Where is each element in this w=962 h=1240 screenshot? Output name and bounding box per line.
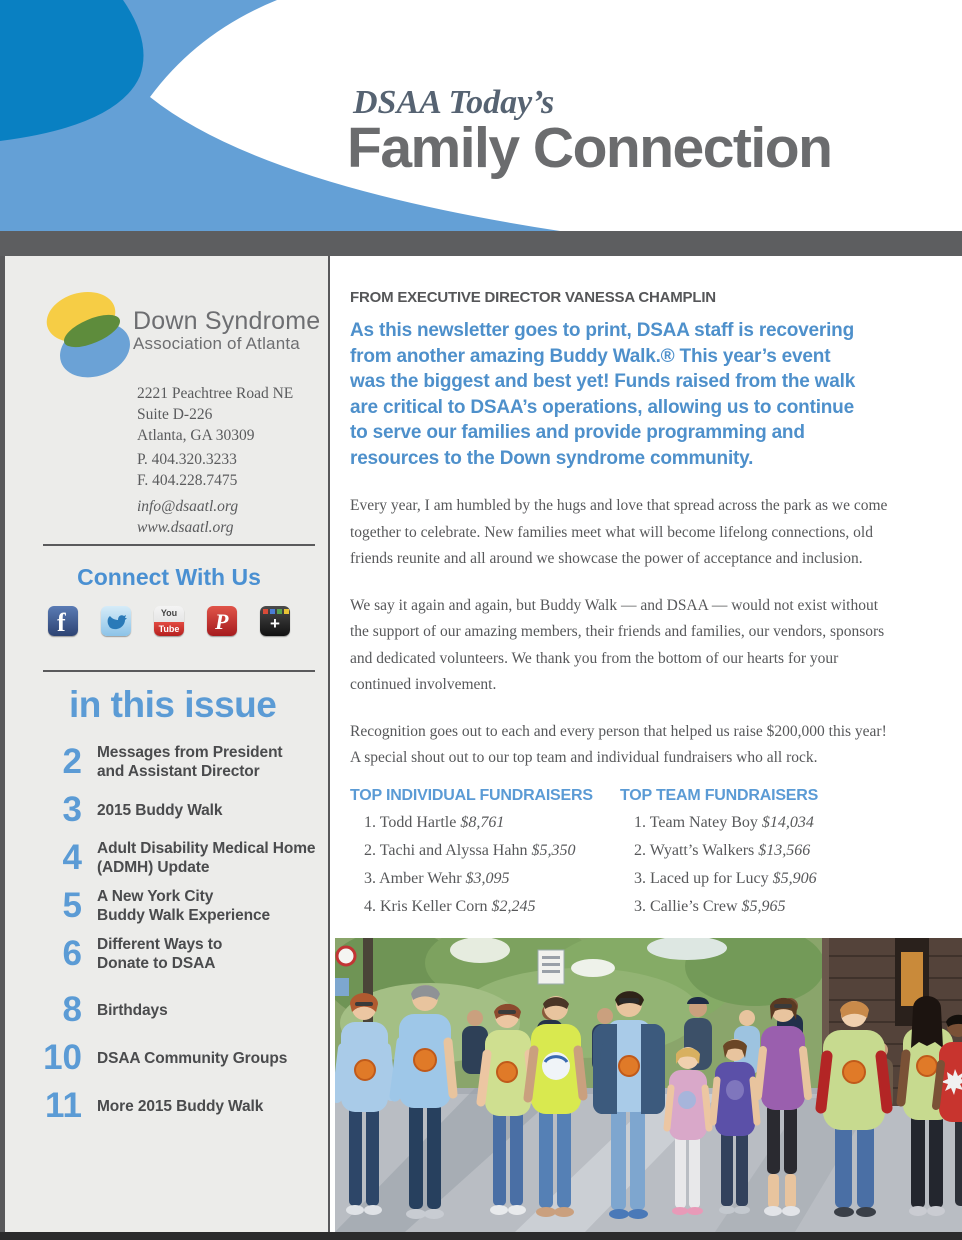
address-line3: Atlanta, GA 30309	[137, 427, 255, 444]
youtube-icon[interactable]: You Tube	[154, 606, 184, 636]
sidebar-divider-2	[43, 670, 315, 672]
sidebar-divider-1	[43, 544, 315, 546]
masthead	[0, 0, 962, 231]
body-paragraph-2: We say it again and again, but Buddy Walk — and DSAA — would not exist without the support of our amazing members, their friends and families, our vendors, sponsors and dedicated volunteers. We thank you from the bottom of our hearts for your continued involvement.	[350, 596, 885, 693]
toc-item-11[interactable]: 11 More 2015 Buddy Walk	[45, 1086, 264, 1125]
individual-fundraisers-title: TOP INDIVIDUAL FUNDRAISERS	[350, 786, 593, 804]
list-item: 4. Kris Keller Corn $2,245	[364, 897, 536, 915]
toc-title: in this issue	[69, 684, 277, 725]
section-heading: FROM EXECUTIVE DIRECTOR VANESSA CHAMPLIN	[350, 289, 716, 306]
org-address	[137, 383, 293, 446]
googleplus-icon[interactable]: +	[260, 606, 290, 636]
toc-item-6[interactable]: 6 Different Ways to Donate to DSAA	[62, 934, 223, 973]
team-fundraisers-title: TOP TEAM FUNDRAISERS	[620, 786, 819, 804]
website-link[interactable]: www.dsaatl.org	[137, 519, 234, 536]
list-item: 1. Team Natey Boy $14,034	[634, 813, 814, 831]
sidebar-main-divider	[328, 256, 330, 1232]
body-paragraph-1: Every year, I am humbled by the hugs and love that spread across the park as we come together to celebrate. New families meet what will become lifelong connections, old friends reunite and all around we showcase the power of acceptance and inclusion.	[350, 497, 888, 567]
dsaa-logo-icon	[43, 290, 135, 384]
org-name-line2: Association of Atlanta	[133, 334, 300, 354]
team-fundraisers	[620, 787, 902, 926]
newsletter-title: Family Connection	[347, 116, 832, 180]
intro-paragraph: As this newsletter goes to print, DSAA staff is recovering from another amazing Buddy Walk.® This year’s event was the biggest and best yet! Funds raised from the walk are critical to DSAA’s operations, allowing us to continue to serve our families and provide programming and resources to the Down syndrome community.	[350, 320, 856, 469]
fax-number: F. 404.228.7475	[137, 472, 238, 489]
body-paragraph-3: Recognition goes out to each and every person that helped us raise $200,000 this year! A special shout out to our top team and individual fundraisers who all rock.	[350, 722, 887, 766]
buddy-walk-photo	[335, 938, 962, 1232]
phone-number: P. 404.320.3233	[137, 451, 237, 468]
org-web	[137, 496, 238, 538]
email-link[interactable]: info@dsaatl.org	[137, 498, 239, 515]
org-phone-fax	[137, 449, 237, 491]
list-item: 2. Tachi and Alyssa Hahn $5,350	[364, 841, 576, 859]
toc-item-4[interactable]: 4 Adult Disability Medical Home (ADMH) Update	[62, 838, 316, 877]
individual-fundraisers	[350, 787, 620, 926]
toc-item-3[interactable]: 3 2015 Buddy Walk	[62, 790, 223, 829]
newsletter-kicker: DSAA Today’s	[353, 84, 555, 121]
toc-item-8[interactable]: 8 Birthdays	[62, 990, 168, 1029]
fundraiser-lists	[350, 787, 902, 926]
list-item: 2. Wyatt’s Walkers $13,566	[634, 841, 811, 859]
list-item: 1. Todd Hartle $8,761	[364, 813, 505, 831]
toc-item-2[interactable]: 2 Messages from President and Assistant Director	[62, 742, 283, 781]
header-bar	[0, 231, 962, 256]
footer-bar	[0, 1232, 962, 1240]
list-item: 3. Callie’s Crew $5,965	[634, 897, 786, 915]
pinterest-icon[interactable]: P	[207, 606, 237, 636]
social-icons	[5, 606, 333, 636]
address-line1: 2221 Peachtree Road NE	[137, 385, 294, 402]
list-item: 3. Laced up for Lucy $5,906	[634, 869, 817, 887]
connect-with-us-title: Connect With Us	[77, 564, 261, 590]
org-name	[133, 308, 320, 354]
list-item: 3. Amber Wehr $3,095	[364, 869, 510, 887]
org-name-line1: Down Syndrome	[133, 307, 321, 335]
sidebar	[0, 256, 328, 1232]
facebook-icon[interactable]: f	[48, 606, 78, 636]
address-line2: Suite D-226	[137, 406, 213, 423]
twitter-icon[interactable]	[101, 606, 131, 636]
toc-item-10[interactable]: 10 DSAA Community Groups	[43, 1038, 288, 1077]
twitter-bird-icon	[101, 606, 131, 636]
toc-item-5[interactable]: 5 A New York City Buddy Walk Experience	[62, 886, 271, 925]
toc-list	[5, 743, 325, 1135]
